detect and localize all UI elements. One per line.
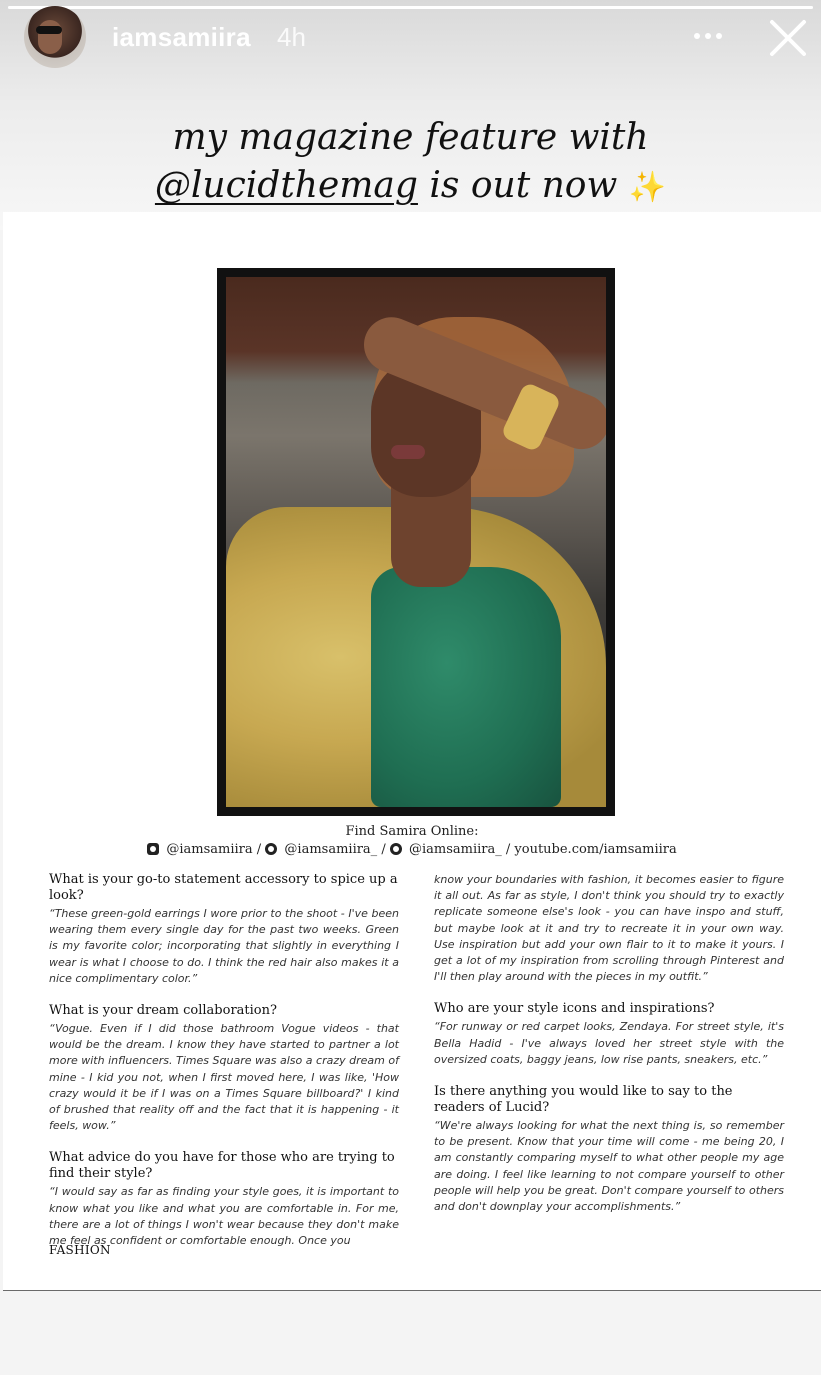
question-heading: Who are your style icons and inspirations? — [434, 1001, 715, 1017]
magazine-photo-frame — [217, 268, 615, 816]
close-x-icon[interactable] — [766, 16, 810, 60]
profile-avatar[interactable] — [24, 6, 86, 68]
more-dots-icon[interactable] — [688, 22, 728, 50]
youtube-link: youtube.com/iamsamiira — [514, 842, 677, 857]
instagram-handle: @iamsamiira / — [166, 842, 262, 857]
answer-text: “Vogue. Even if I did those bathroom Vogue videos - that would be the dream. I know they have started to partner a lot more with influencers. Times Square was also a crazy dream of mine - I kid you not, when I first moved here, I was like, 'How crazy would it be if I was on a Times Square billboard?' I kind of brushed that reality off and the fact that it is happening - it feels, wow.” — [49, 1022, 399, 1133]
tiktok-handle: @iamsamiira_ / — [408, 842, 511, 857]
caption-line-1: my magazine feature with — [172, 117, 649, 158]
story-caption — [0, 114, 821, 212]
article-column-right — [434, 872, 784, 1231]
magazine-page — [3, 212, 821, 1291]
article-column-left — [49, 872, 399, 1265]
question-heading: Is there anything you would like to say to the readers of Lucid? — [434, 1084, 733, 1116]
caption-line-2-text: is out now — [417, 165, 629, 206]
instagram-icon — [147, 843, 159, 855]
twitter-icon — [265, 843, 277, 855]
answer-text: “For runway or red carpet looks, Zendaya. For street style, it's Bella Hadid - I've always loved her street style with the oversized coats, baggy jeans, low rise pants, sneakers, etc.” — [434, 1020, 784, 1066]
answer-text: “We're always looking for what the next thing is, so remember to be present. Know that your time will come - me being 20, I am constantly comparing myself to what other people my age are doing. I feel like learning to not compare yourself to other people will help you be great. Don't compare yourself to others and don't downplay your accomplishments.” — [434, 1119, 784, 1214]
story-username[interactable]: iamsamiira — [112, 22, 251, 52]
question-heading: What is your go-to statement accessory to spice up a look? — [49, 872, 398, 903]
answer-text-continued: know your boundaries with fashion, it becomes easier to figure it all out. As far as style, I don't think you should try to exactly replicate someone else's look - you can have inspo and stuff, but maybe look at it and try to recreate it in your own way. Use inspiration but add your own flair to it to make it yours. I get a lot of my inspiration from scrolling through Pinterest and I'll then play around with the pieces in my outfit.” — [434, 873, 784, 984]
tiktok-icon — [390, 843, 402, 855]
avatar-sunglasses — [36, 26, 62, 34]
question-heading: What advice do you have for those who are trying to find their style? — [49, 1150, 395, 1182]
credit-title: Find Samira Online: — [345, 824, 479, 839]
photo-green-dress — [371, 567, 561, 807]
social-handles — [3, 842, 821, 857]
section-label: FASHION — [49, 1243, 111, 1257]
magazine-photo — [226, 277, 606, 807]
photo-lips — [391, 445, 425, 459]
sparkles-emoji: ✨ — [628, 170, 667, 205]
answer-text: “These green-gold earrings I wore prior to the shoot - I've been wearing them every single day for the past two weeks. Green is my favorite color; incorporating that slightly in everything I wear is what I choose to do. I think the red hair also makes it a nice complimentary color.” — [49, 907, 399, 985]
story-header — [0, 0, 821, 80]
caption-line-2 — [0, 162, 821, 212]
story-timestamp: 4h — [277, 22, 306, 52]
twitter-handle: @iamsamiira_ / — [284, 842, 386, 857]
caption-mention-link[interactable]: @lucidthemag — [154, 165, 418, 206]
question-heading: What is your dream collaboration? — [49, 1003, 277, 1019]
answer-text: “I would say as far as finding your style goes, it is important to know what you like and what you are comfortable in. For me, there are a lot of things I won't wear because they don't make me feel as confident or comfortable enough. Once you — [49, 1185, 399, 1248]
